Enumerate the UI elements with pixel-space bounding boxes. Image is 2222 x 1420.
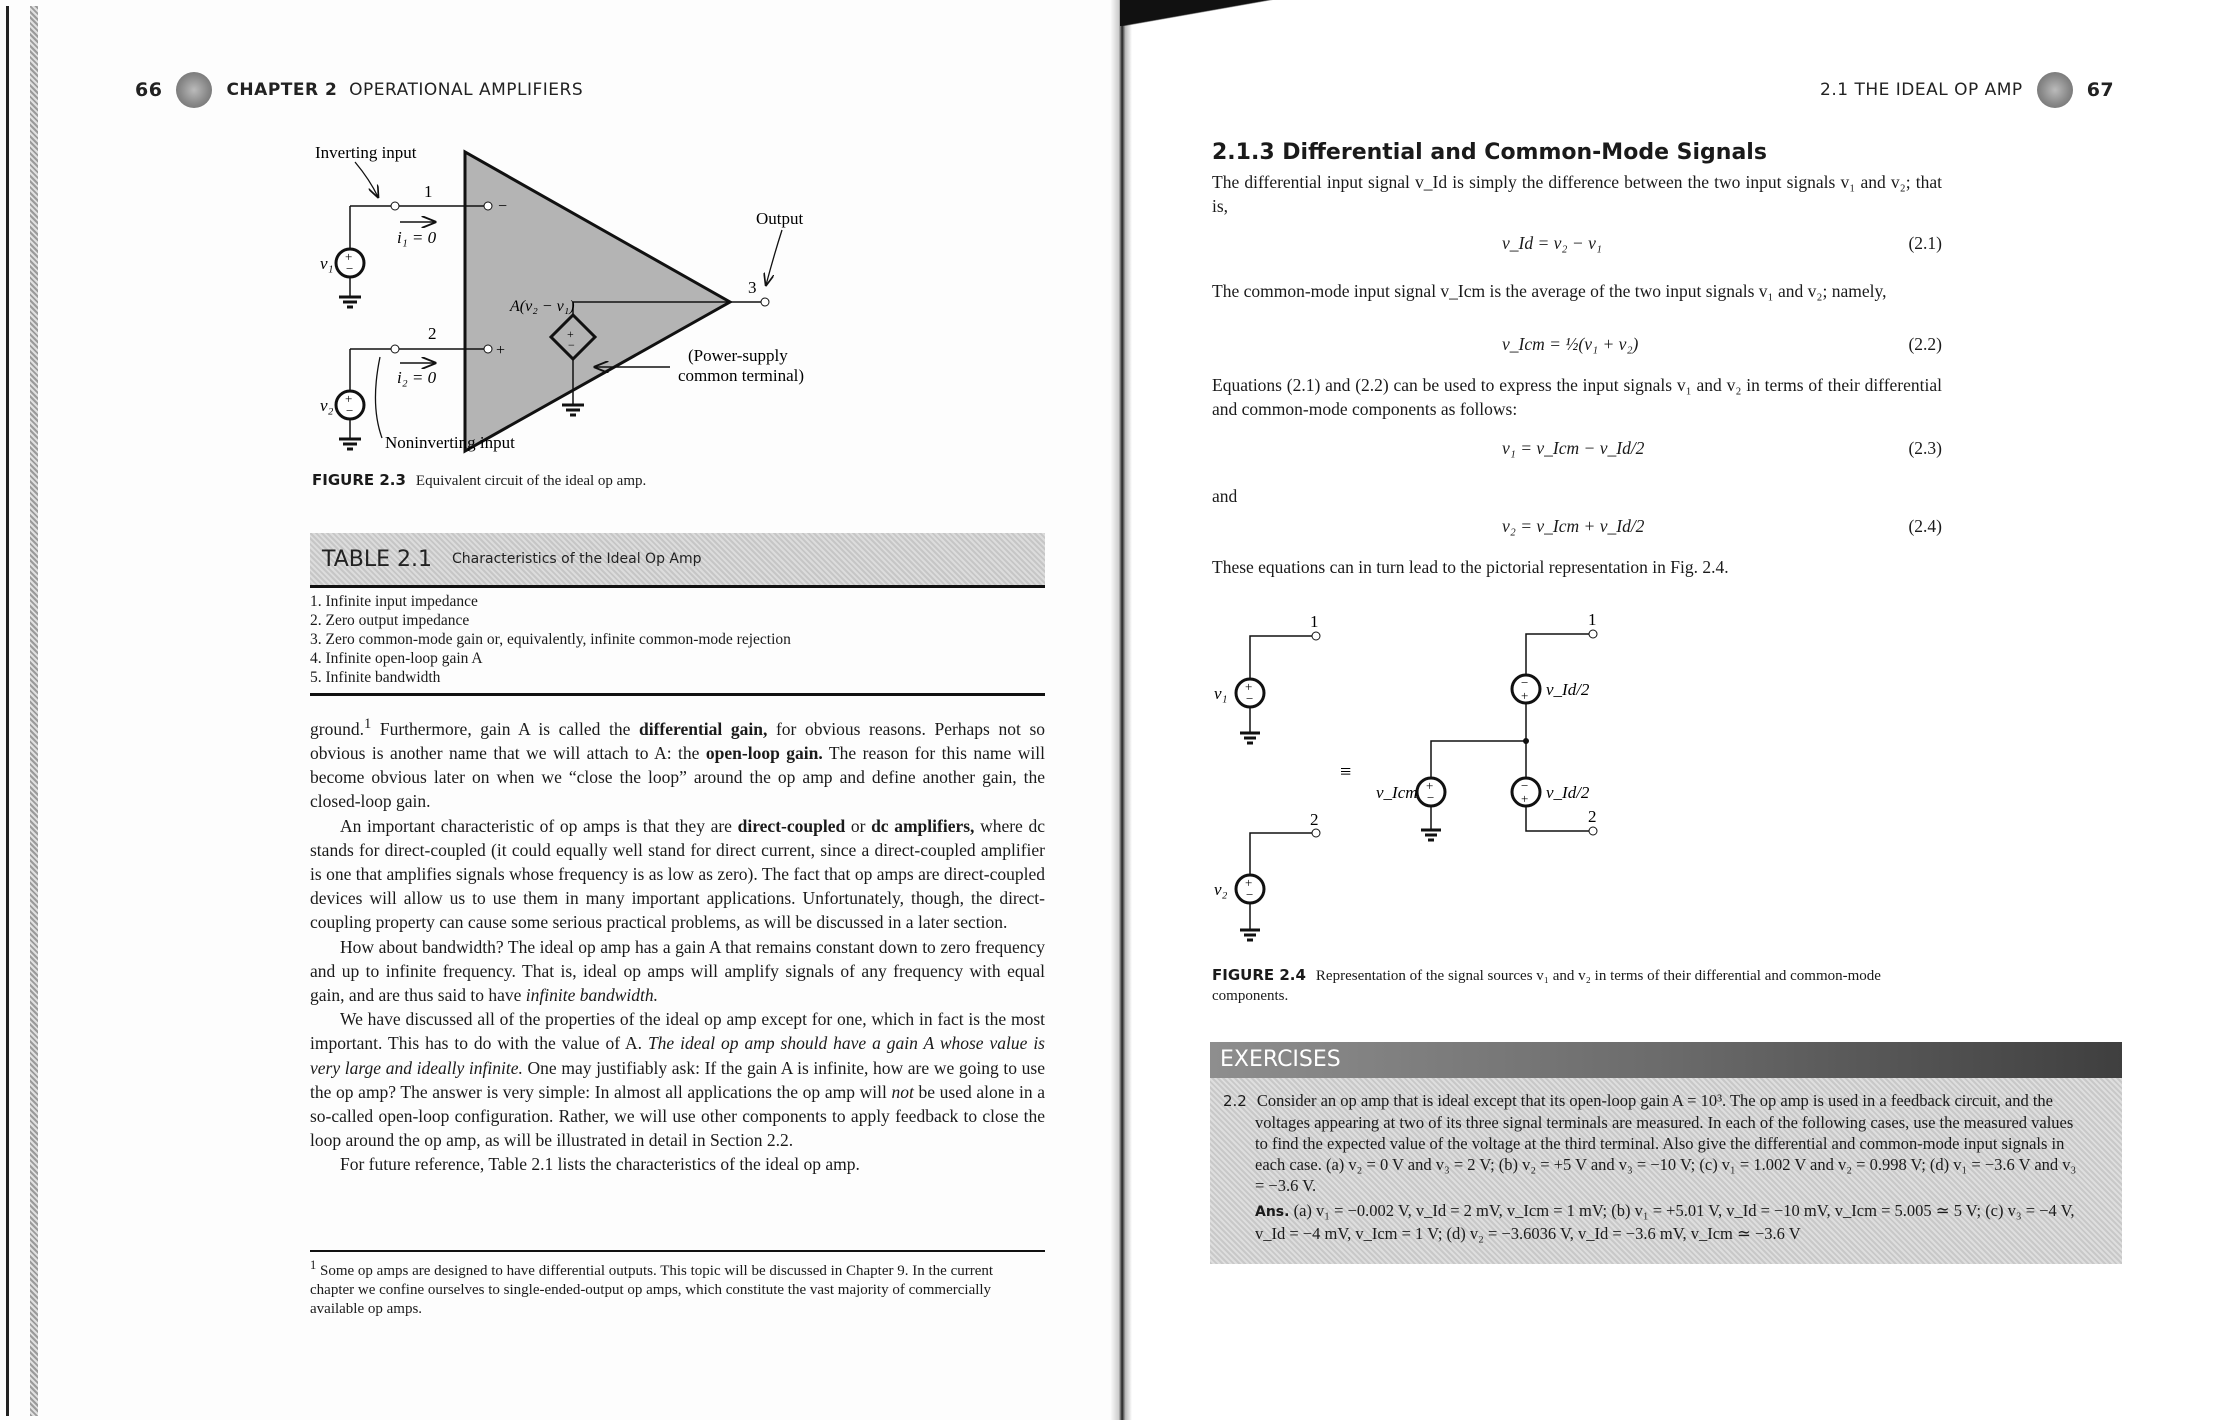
paragraph bbox=[310, 814, 1045, 935]
node-1-label: 1 bbox=[424, 182, 433, 201]
exercise-2-2 bbox=[1210, 1078, 2122, 1264]
v2-label: v₂ bbox=[1214, 880, 1228, 899]
footnote-ref[interactable]: 1 bbox=[363, 716, 372, 732]
section-title: 2.1.3 Differential and Common-Mode Signals bbox=[1212, 140, 1767, 165]
text: or bbox=[845, 815, 872, 836]
svg-text:+: + bbox=[1426, 778, 1434, 793]
i2-label: i₂ = 0 bbox=[397, 368, 437, 387]
equation-body: v₁ = v_Icm − v_Id/2 bbox=[1502, 438, 1645, 458]
signal-source-diagram bbox=[1190, 600, 1610, 960]
node-1-label: 1 bbox=[1310, 612, 1319, 631]
ground-icon bbox=[339, 439, 361, 449]
footnote-text: Some op amps are designed to have differential outputs. This topic will be discussed in Chapter 9. In the current chapter we confine ourselves to single-ended-output op amps, which constitute the vast majority of commercially available op amps. bbox=[310, 1263, 994, 1317]
paragraph: Equations (2.1) and (2.2) can be used to express the input signals v₁ and v₂ in terms of their differential and common-mode components as follows: bbox=[1212, 375, 1942, 419]
table-label: TABLE 2.1 bbox=[322, 546, 433, 572]
svg-text:−: − bbox=[1521, 778, 1529, 793]
svg-text:−: − bbox=[568, 338, 575, 352]
running-title: 2.1 THE IDEAL OP AMP bbox=[1820, 80, 2023, 100]
node-2-terminal bbox=[391, 345, 399, 353]
vid-half-label: v_Id/2 bbox=[1546, 783, 1590, 802]
table-item: 2. Zero output impedance bbox=[310, 612, 470, 629]
emphasis: infinite bandwidth. bbox=[525, 985, 659, 1006]
equivalence-symbol: ≡ bbox=[1340, 761, 1352, 783]
plus-terminal-label: + bbox=[496, 342, 506, 359]
ground-icon bbox=[1240, 733, 1260, 743]
v1-label: v₁ bbox=[1214, 684, 1228, 703]
op-amp-circuit-diagram bbox=[300, 135, 820, 465]
node-1-label: 1 bbox=[1588, 610, 1597, 629]
node-2-label: 2 bbox=[428, 324, 437, 343]
exercise-number: 2.2 bbox=[1223, 1092, 1247, 1110]
text: The reason for this name will become obvious later on when we “close the loop” around the op amp and define another gain, the closed-loop gain. bbox=[310, 743, 1046, 812]
footnote-rule bbox=[310, 1250, 1045, 1252]
paragraph: For future reference, Table 2.1 lists the characteristics of the ideal op amp. bbox=[340, 1154, 860, 1175]
text: where dc stands for direct-coupled (it could equally well stand for direct current, since a direct-coupled amplifier is one that amplifies signals whose frequency is as low as zero). The fact that op amps are direct-coupled devices will allow us to use them in many important applications. Unfortunately, though, the direct-coupling property can cause some serious practical problems, as will be discussed in a later section. bbox=[310, 815, 1045, 933]
svg-text:−: − bbox=[1246, 887, 1254, 902]
footnote bbox=[310, 1256, 1040, 1319]
question-text: Consider an op amp that is ideal except that its open-loop gain A = 10³. The op amp is used in a feedback circuit, and the voltages appearing at two of its three signal terminals are measured. In each of the following cases, use the measured values to find the expected value of the voltage at the third terminal. Also give the differential and common-mode input signals in each case. (a) v₂ = 0 V and v₃ = 2 V; (b) v₂ = +5 V and v₃ = −10 V; (c) v₁ = 1.002 V and v₂ = 0.998 V; (d) v₁ = −3.6 V and v₃ = −3.6 V. bbox=[1255, 1091, 2077, 1195]
figure-2-4 bbox=[1190, 600, 1610, 960]
terminal-2 bbox=[1589, 827, 1597, 835]
svg-text:+: + bbox=[1521, 688, 1529, 703]
svg-text:−: − bbox=[1521, 675, 1529, 690]
noninverting-input-label: Noninverting input bbox=[385, 433, 515, 452]
equation-number: (2.2) bbox=[1908, 334, 1942, 354]
emphasis: The ideal op amp should have a gain A whose value is very large and ideally infinite. bbox=[310, 1033, 1045, 1078]
exercises-box bbox=[1210, 1042, 2122, 1264]
terminal-1 bbox=[1312, 632, 1320, 640]
caption-text: Equivalent circuit of the ideal op amp. bbox=[415, 473, 647, 489]
page-number: 67 bbox=[2086, 79, 2115, 101]
svg-text:+: + bbox=[1245, 679, 1253, 694]
svg-text:−: − bbox=[346, 261, 354, 276]
node-3-label: 3 bbox=[748, 278, 757, 297]
figure-label: FIGURE 2.3 bbox=[312, 471, 406, 489]
emphasis: not bbox=[891, 1081, 914, 1102]
paragraph: The differential input signal v_Id is simply the difference between the two input signals v₁ and v₂; that is, bbox=[1212, 172, 1942, 216]
ground-icon bbox=[562, 405, 584, 415]
exercises-header: EXERCISES bbox=[1210, 1042, 2122, 1078]
output-terminal bbox=[761, 298, 769, 306]
term-direct-coupled: direct-coupled bbox=[737, 815, 846, 836]
svg-text:+: + bbox=[1245, 875, 1253, 890]
page-edge bbox=[6, 6, 9, 1416]
table-item: 3. Zero common-mode gain or, equivalently, infinite common-mode rejection bbox=[310, 631, 791, 648]
equation-number: (2.3) bbox=[1908, 438, 1942, 458]
paragraph bbox=[310, 1007, 1045, 1152]
terminal-1 bbox=[1589, 630, 1597, 638]
table-item: 1. Infinite input impedance bbox=[310, 593, 478, 610]
table-bottom-rule bbox=[310, 693, 1045, 696]
common-terminal-label: common terminal) bbox=[678, 366, 805, 385]
paragraph: The common-mode input signal v_Icm is the average of the two input signals v₁ and v₂; namely, bbox=[1212, 281, 1887, 301]
v1-label: v₁ bbox=[320, 254, 334, 273]
minus-terminal-label: − bbox=[498, 198, 508, 215]
and-text: and bbox=[1212, 486, 1238, 506]
svg-text:+: + bbox=[345, 249, 353, 264]
answer-text: (a) v₁ = −0.002 V, v_Id = 2 mV, v_Icm = 1 mV; (b) v₁ = +5.01 V, v_Id = −10 mV, v_Icm = 5.005 ≃ 5 V; (c) v₃ = −4 V, v_Id = −4 mV, v_Icm = 1 V; (d) v₂ = −3.6036 V, v_Id = −3.6 mV, v_Icm ≃ −3.6 V bbox=[1255, 1201, 2075, 1243]
paragraph: These equations can in turn lead to the pictorial representation in Fig. 2.4. bbox=[1212, 557, 1729, 577]
paragraph bbox=[310, 712, 1045, 814]
ground-icon bbox=[1421, 830, 1441, 840]
text: We have discussed all of the properties of the ideal op amp except for one, which in fact is the most important. This has to do with the value of A. bbox=[310, 1009, 1045, 1054]
output-label: Output bbox=[756, 209, 804, 228]
term-open-loop-gain: open-loop gain. bbox=[705, 743, 823, 764]
table-title: Characteristics of the Ideal Op Amp bbox=[452, 551, 702, 567]
gain-expression: A(v₂ − v₁) bbox=[510, 298, 575, 315]
equation-body: v₂ = v_Icm + v_Id/2 bbox=[1502, 516, 1645, 536]
ground-icon bbox=[1240, 930, 1260, 940]
svg-text:+: + bbox=[345, 391, 353, 406]
term-differential-gain: differential gain, bbox=[639, 718, 768, 739]
equation-body: v_Icm = ½(v₁ + v₂) bbox=[1502, 334, 1639, 354]
footnote-marker: 1 bbox=[310, 1258, 317, 1272]
text: Furthermore, gain A is called the bbox=[371, 718, 639, 739]
vid-half-label: v_Id/2 bbox=[1546, 680, 1590, 699]
table-item: 5. Infinite bandwidth bbox=[310, 669, 441, 686]
figure-2-4-caption bbox=[1212, 965, 1952, 1006]
v2-label: v₂ bbox=[320, 396, 334, 415]
answer-label: Ans. bbox=[1255, 1204, 1290, 1220]
node-2-label: 2 bbox=[1310, 810, 1319, 829]
text: An important characteristic of op amps is that they are bbox=[340, 815, 738, 836]
node-1-terminal bbox=[391, 202, 399, 210]
figure-2-3-caption bbox=[312, 471, 646, 490]
svg-text:+: + bbox=[1521, 791, 1529, 806]
text: One may justifiably ask: If the gain A is infinite, how are we going to use the op amp? The answer is very simple: In almost all applications the op amp will bbox=[310, 1057, 1045, 1102]
ground-icon bbox=[339, 297, 361, 307]
svg-text:−: − bbox=[1427, 790, 1435, 805]
text: ground. bbox=[310, 718, 364, 739]
exercise-answer bbox=[1255, 1200, 2082, 1244]
equation-number: (2.4) bbox=[1908, 516, 1942, 536]
figure-label: FIGURE 2.4 bbox=[1212, 966, 1306, 984]
terminal-2 bbox=[1312, 829, 1320, 837]
power-supply-label: (Power-supply bbox=[688, 346, 788, 365]
svg-text:−: − bbox=[1246, 691, 1254, 706]
text: for obvious reasons. Perhaps not so obvious is another name that we will attach to A: the bbox=[310, 718, 1046, 764]
inverting-input-label: Inverting input bbox=[315, 143, 417, 162]
table-2-1 bbox=[310, 533, 1045, 696]
page-number: 66 bbox=[135, 79, 163, 101]
exercise-question bbox=[1223, 1090, 2082, 1196]
term-dc-amplifiers: dc amplifiers, bbox=[871, 815, 975, 836]
chapter-title: OPERATIONAL AMPLIFIERS bbox=[349, 80, 584, 100]
chapter-label: CHAPTER 2 bbox=[226, 80, 338, 100]
svg-text:−: − bbox=[346, 403, 354, 418]
seal-icon bbox=[2037, 72, 2073, 108]
table-list bbox=[310, 592, 1045, 687]
page-edge-texture bbox=[30, 6, 38, 1416]
node-2-label: 2 bbox=[1588, 807, 1597, 826]
running-head-left bbox=[135, 72, 583, 108]
svg-text:+: + bbox=[567, 327, 574, 341]
i1-label: i₁ = 0 bbox=[397, 228, 437, 247]
seal-icon bbox=[176, 72, 212, 108]
table-header bbox=[310, 533, 1045, 588]
vicm-label: v_Icm bbox=[1376, 783, 1418, 802]
text: be used alone in a so-called open-loop configuration. Rather, we will use other components to apply feedback to close the loop around the op amp, as will be illustrated in detail in Section 2.2. bbox=[310, 1081, 1045, 1151]
caption-text: Representation of the signal sources v₁ and v₂ in terms of their differential and common-mode components. bbox=[1212, 968, 1881, 1004]
equation-number: (2.1) bbox=[1908, 233, 1942, 253]
equation-body: v_Id = v₂ − v₁ bbox=[1502, 233, 1602, 253]
table-item: 4. Infinite open-loop gain A bbox=[310, 650, 483, 667]
paragraph bbox=[310, 935, 1045, 1008]
body-text bbox=[310, 712, 1045, 1177]
text: How about bandwidth? The ideal op amp has a gain A that remains constant down to zero frequency and up to infinite frequency. That is, ideal op amps will amplify signals of any frequency with equal gain, and are thus said to have bbox=[310, 936, 1045, 1006]
running-head-right bbox=[1820, 72, 2114, 108]
figure-2-3 bbox=[300, 135, 820, 465]
